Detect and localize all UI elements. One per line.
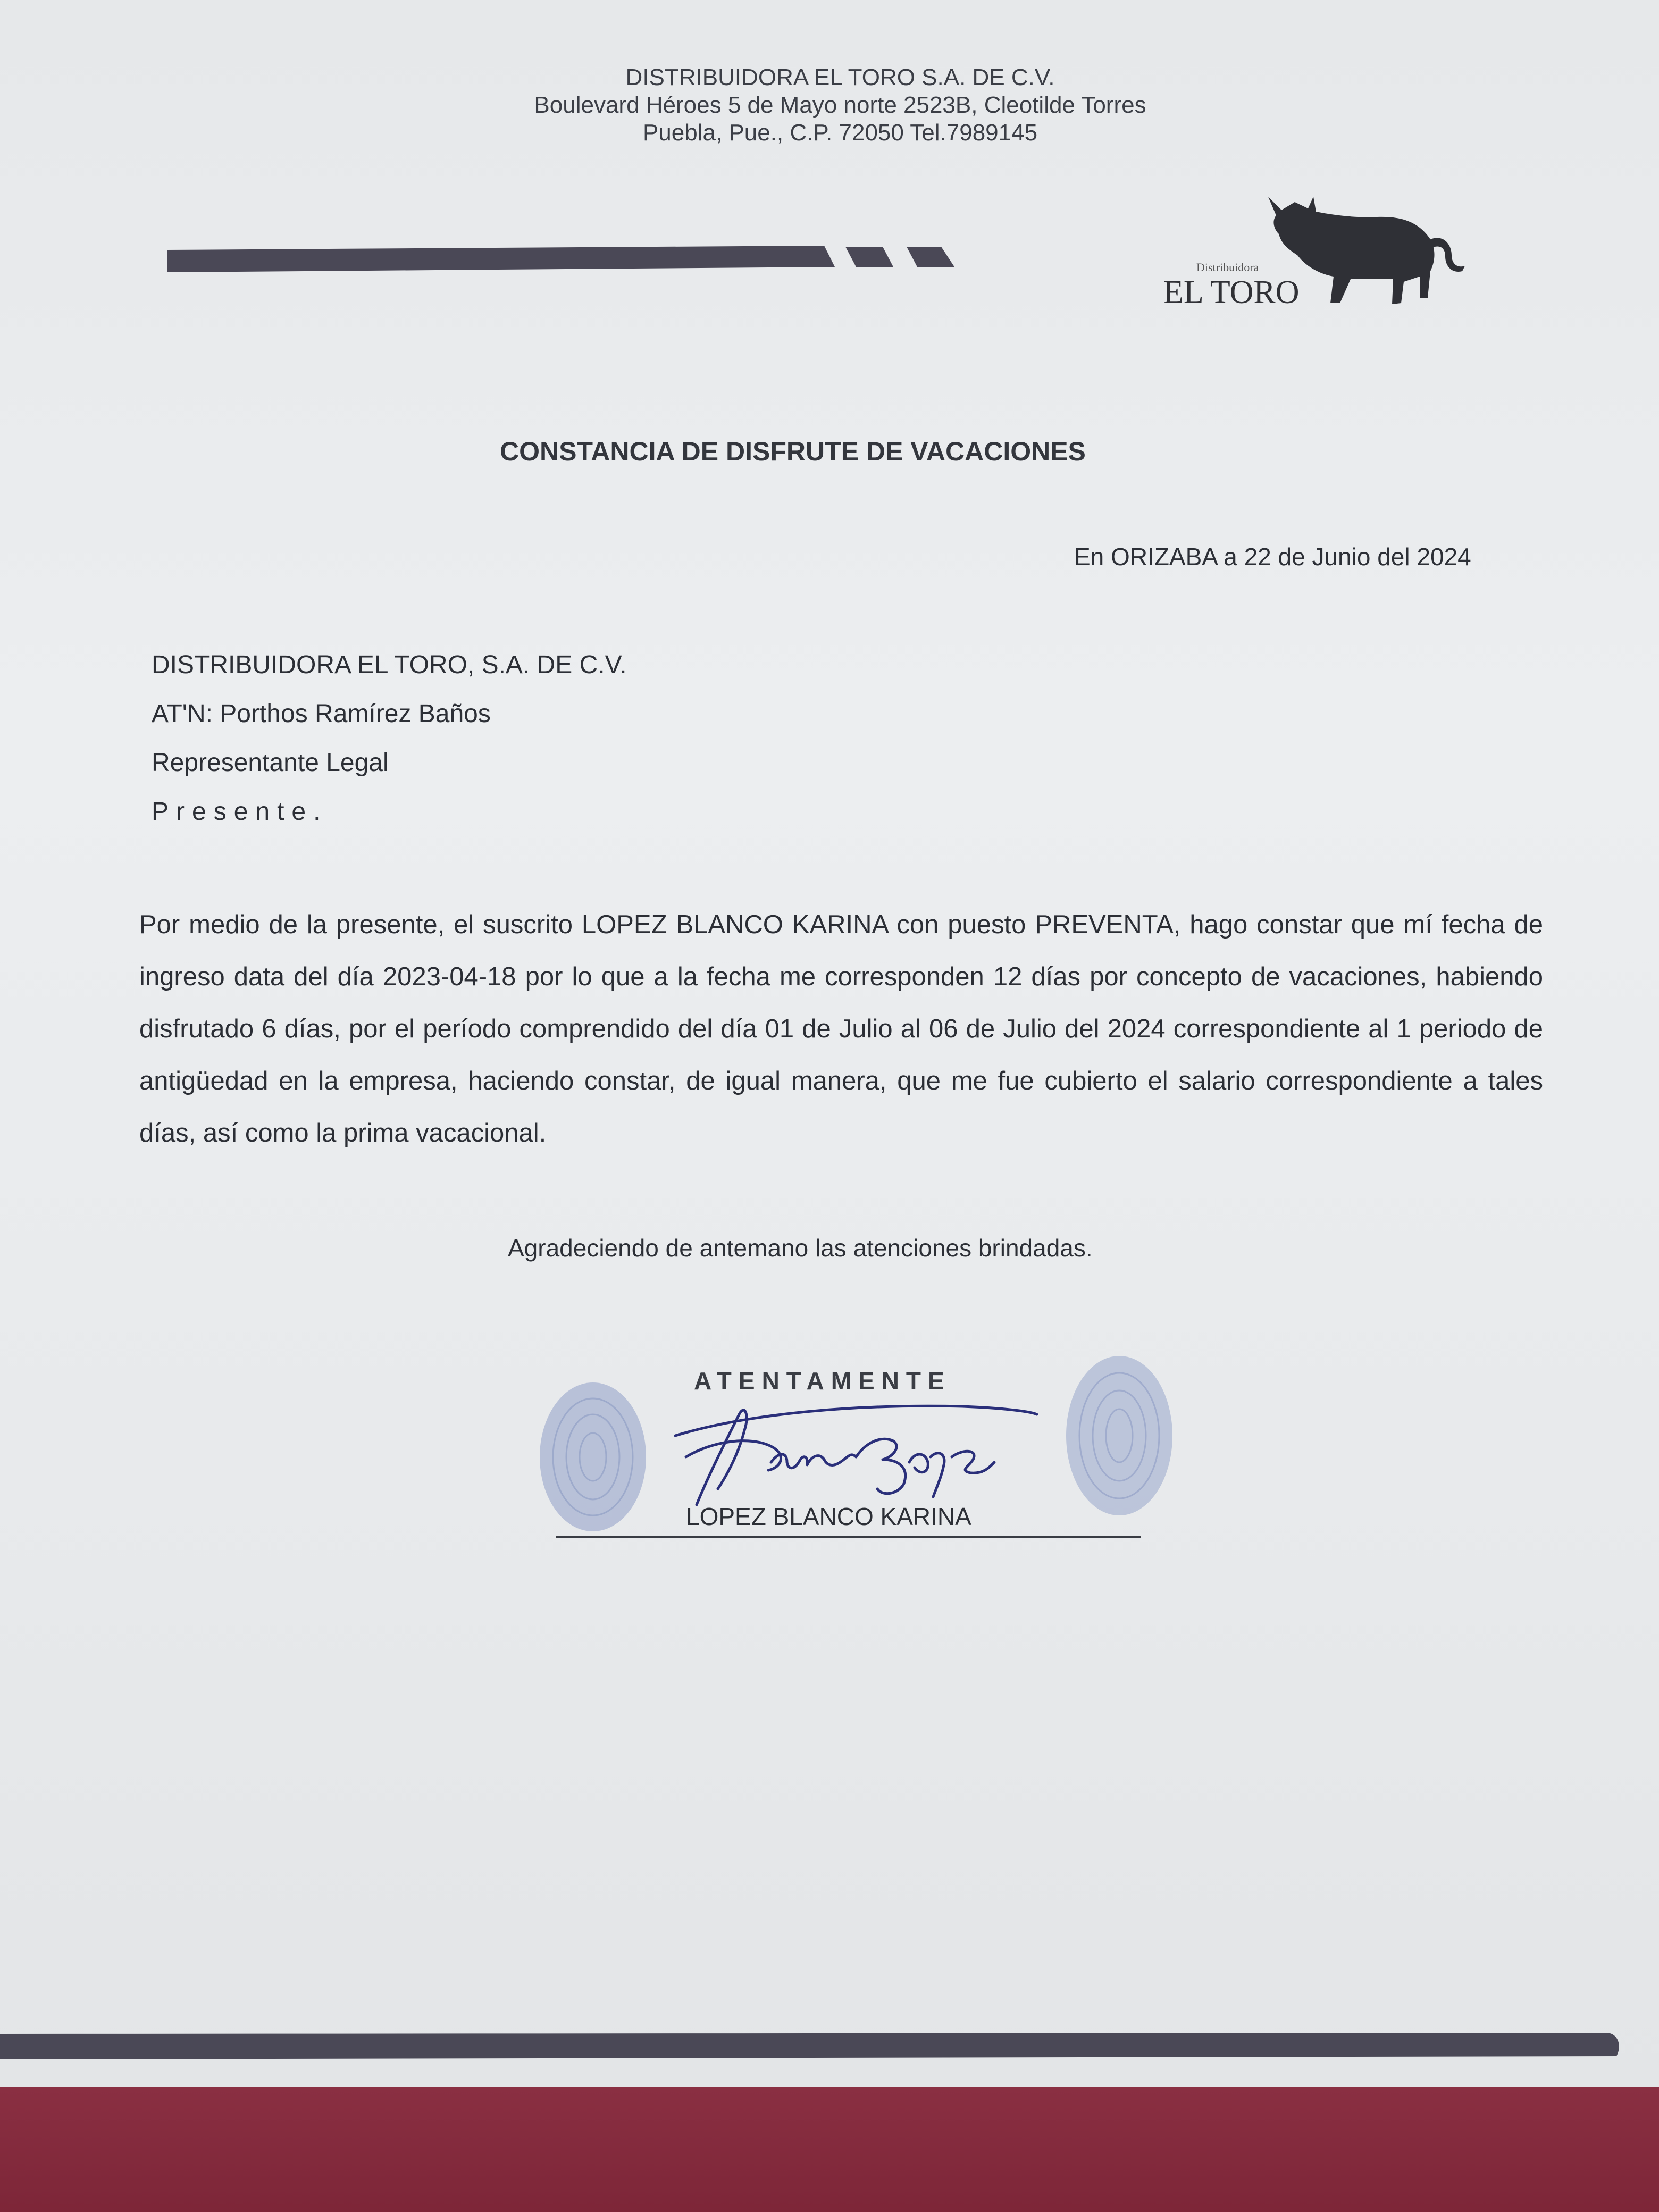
signature-line xyxy=(556,1536,1141,1538)
addressee-role: Representante Legal xyxy=(152,749,389,777)
addressee-greeting: Presente. xyxy=(152,798,328,826)
thanks-line: Agradeciendo de antemano las atenciones brindadas. xyxy=(508,1234,1093,1262)
handwritten-signature xyxy=(665,1382,1048,1521)
letterhead xyxy=(479,64,1202,147)
letterhead-address-line2: Puebla, Pue., C.P. 72050 Tel.7989145 xyxy=(642,120,1038,146)
fingerprint-left xyxy=(532,1377,654,1537)
date-line: En ORIZABA a 22 de Junio del 2024 xyxy=(1074,543,1471,571)
signer-name: LOPEZ BLANCO KARINA xyxy=(686,1503,971,1530)
addressee-attention: AT'N: Porthos Ramírez Baños xyxy=(152,700,491,728)
letterhead-address-line1: Boulevard Héroes 5 de Mayo norte 2523B, Cleotilde Torres xyxy=(534,92,1146,118)
footer-divider-bar xyxy=(0,2029,1659,2060)
addressee-company: DISTRIBUIDORA EL TORO, S.A. DE C.V. xyxy=(152,651,627,679)
closing-atentamente: ATENTAMENTE xyxy=(694,1367,951,1395)
document-title: CONSTANCIA DE DISFRUTE DE VACACIONES xyxy=(500,437,1086,466)
background-surface xyxy=(0,2087,1659,2212)
body-paragraph: Por medio de la presente, el suscrito LOPEZ BLANCO KARINA con puesto PREVENTA, hago constar que mí fecha de ingreso data del día 2023-04-18 por lo que a la fecha me corresponden 12 días por concepto de vacaciones, habiendo disfrutado 6 días, por el período comprendido del día 01 de Julio al 06 de Julio del 2024 correspondiente al 1 periodo de antigüedad en la empresa, haciendo constar, de igual manera, que me fue cubierto el salario correspondiente a tales días, así como la prima vacacional. xyxy=(139,910,1543,1147)
logo-name: EL TORO xyxy=(1163,274,1300,311)
addressee-block xyxy=(152,641,627,836)
logo-small-text: Distribuidora xyxy=(1196,261,1259,274)
letterhead-company: DISTRIBUIDORA EL TORO S.A. DE C.V. xyxy=(625,64,1055,90)
company-logo xyxy=(1154,165,1484,324)
fingerprint-right xyxy=(1058,1351,1180,1521)
header-divider-bar xyxy=(167,246,997,272)
